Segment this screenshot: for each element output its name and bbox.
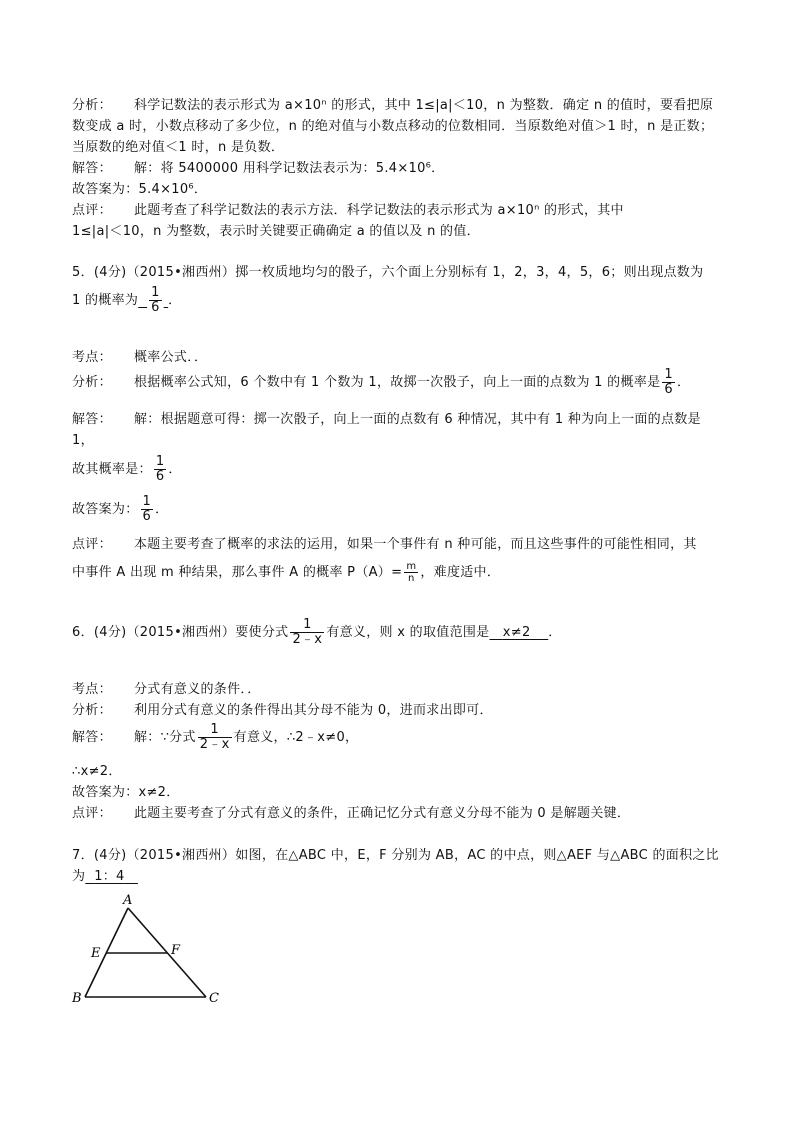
q6-answer-blank: [489, 625, 548, 640]
q6-answer-line: [72, 723, 358, 753]
q5-answer-line-1: [72, 410, 701, 430]
vertex-c-label: C: [209, 991, 220, 1006]
q5-probability-line: [72, 455, 182, 485]
vertex-f-label: F: [171, 943, 181, 958]
q6-stem-text: 6．(4分)（2015•湘西州）要使分式: [72, 625, 289, 640]
vertex-a-label: A: [123, 893, 133, 908]
q5-final-text: 故答案为：: [72, 502, 139, 517]
q5-final-numerator: 1: [142, 494, 152, 509]
q5-final-end: ．: [155, 502, 169, 517]
q6-analysis-line: [72, 701, 493, 721]
q5-analysis-denominator: 6: [664, 382, 673, 397]
q5-comment-line-1: [72, 535, 697, 555]
q6-kaodian-line: [72, 680, 261, 700]
triangle-figure: [66, 888, 236, 1010]
q4-final-answer: 故答案为：5.4×10⁶．: [72, 182, 208, 197]
analysis-label: 分析：: [72, 375, 112, 390]
answer-label: 解答：: [72, 730, 112, 745]
q4-comment-text-1: 此题考查了科学记数法的表示方法．科学记数法的表示形式为 a×10ⁿ 的形式，其中: [134, 203, 624, 218]
q5-analysis-end: ．: [676, 375, 691, 390]
q5-stem-text: 1 的概率为: [72, 293, 139, 308]
q5-analysis-line: [72, 368, 690, 398]
q5-stem-end: ．: [168, 293, 182, 308]
q7-stem-text: 为: [72, 869, 86, 884]
q5-blank-denominator: 6: [151, 300, 160, 315]
q4-analysis-text-3: 当原数的绝对值＜1 时，n 是负数．: [72, 140, 285, 155]
q5-comment-text-2: 中事件 A 出现 m 种结果，那么事件 A 的概率 P（A）=: [72, 565, 403, 580]
q4-comment-line-1: [72, 201, 624, 221]
q4-answer-line: [72, 159, 444, 179]
comment-label: 点评：: [72, 203, 112, 218]
vertex-b-label: B: [72, 991, 82, 1006]
q5-analysis-text: 根据概率公式知，6 个数中有 1 个数为 1，故掷一次骰子，向上一面的点数为 1 的概率是: [134, 375, 661, 390]
q7-blank-text: 1：4: [94, 869, 125, 884]
q6-answer-numerator: 1: [210, 722, 219, 737]
q6-analysis-text: 利用分式有意义的条件得出其分母不能为 0，进而求出即可．: [134, 703, 493, 718]
q5-prob-end: ．: [168, 462, 182, 477]
answer-label: 解答：: [72, 412, 112, 427]
q5-prob-denominator: 6: [155, 469, 165, 484]
analysis-label: 分析：: [72, 98, 112, 113]
q4-analysis-text-2: 数变成 a 时，小数点移动了多少位，n 的绝对值与小数点移动的位数相同．当原数绝对值＞1 时，n 是正数；: [72, 119, 714, 134]
q7-stem-line-2: [72, 867, 138, 887]
q5-comment-line-2: [72, 559, 500, 587]
q5-stem-line-2: [72, 286, 181, 316]
q5-kaodian-line: [72, 348, 207, 368]
kaodian-label: 考点：: [72, 682, 112, 697]
q4-analysis-line-1: [72, 96, 713, 116]
q6-stem-middle: 有意义，则 x 的取值范围是: [326, 625, 490, 640]
q6-stem-numerator: 1: [303, 617, 312, 632]
q5-comment-numerator: m: [406, 561, 417, 572]
q6-stem-end: ．: [548, 625, 562, 640]
q6-comment-line: [72, 804, 630, 824]
kaodian-label: 考点：: [72, 350, 112, 365]
q4-answer-text: 解：将 5400000 用科学记数法表示为：5.4×10⁶．: [134, 161, 445, 176]
q6-final-answer: 故答案为：x≠2．: [72, 785, 180, 800]
q5-analysis-numerator: 1: [664, 367, 673, 382]
q6-comment-text: 此题主要考查了分式有意义的条件，正确记忆分式有意义分母不能为 0 是解题关键．: [134, 806, 631, 821]
q5-stem-line-1: 5．(4分)（2015•湘西州）掷一枚质地均匀的骰子，六个面上分别标有 1，2，3，4，5，6；则出现点数为: [72, 265, 704, 280]
q4-analysis-text-1: 科学记数法的表示形式为 a×10ⁿ 的形式，其中 1≤|a|＜10，n 为整数．确定 n 的值时，要看把原: [134, 98, 714, 113]
q4-comment-text-2: 1≤|a|＜10，n 为整数，表示时关键要正确确定 a 的值以及 n 的值．: [72, 224, 480, 239]
q5-comment-end: ，难度适中．: [420, 565, 501, 580]
q5-final-denominator: 6: [142, 509, 152, 524]
q6-answer-text: 解：∵分式: [134, 730, 196, 745]
comment-label: 点评：: [72, 537, 112, 552]
vertex-e-label: E: [91, 946, 101, 961]
q5-kaodian-text: 概率公式．．: [134, 350, 208, 365]
answer-label: 解答：: [72, 161, 112, 176]
q5-answer-blank: [138, 285, 168, 315]
q6-blank-text: x≠2: [502, 625, 531, 640]
q5-comment-text-1: 本题主要考查了概率的求法的运用，如果一个事件有 n 种可能，而且这些事件的可能性相同，其: [134, 537, 697, 552]
analysis-label: 分析：: [72, 703, 112, 718]
q5-comment-denominator: n: [404, 572, 418, 584]
q5-prob-numerator: 1: [155, 454, 165, 469]
q5-answer-text-1: 解：根据题意可得：掷一次骰子，向上一面的点数有 6 种情况，其中有 1 种为向上一面的点数是: [134, 412, 701, 427]
q6-kaodian-text: 分式有意义的条件．．: [134, 682, 261, 697]
q6-therefore: ∴x≠2．: [72, 764, 122, 779]
q7-answer-blank: [85, 869, 138, 884]
q6-stem-denominator: 2﹣x: [292, 632, 323, 647]
q5-probability-text: 故其概率是：: [72, 462, 152, 477]
q6-stem-line: [72, 618, 562, 648]
q5-final-line: [72, 495, 168, 525]
q5-answer-text-2: 1，: [72, 433, 94, 448]
q7-stem-line-1: 7．(4分)（2015•湘西州）如图，在△ABC 中，E，F 分别为 AB，AC 的中点，则△AEF 与△ABC 的面积之比: [72, 848, 719, 863]
q6-answer-denominator: 2﹣x: [199, 737, 230, 752]
comment-label: 点评：: [72, 806, 112, 821]
q6-answer-end: 有意义，∴2﹣x≠0，: [233, 730, 359, 745]
q5-blank-numerator: 1: [151, 285, 160, 300]
